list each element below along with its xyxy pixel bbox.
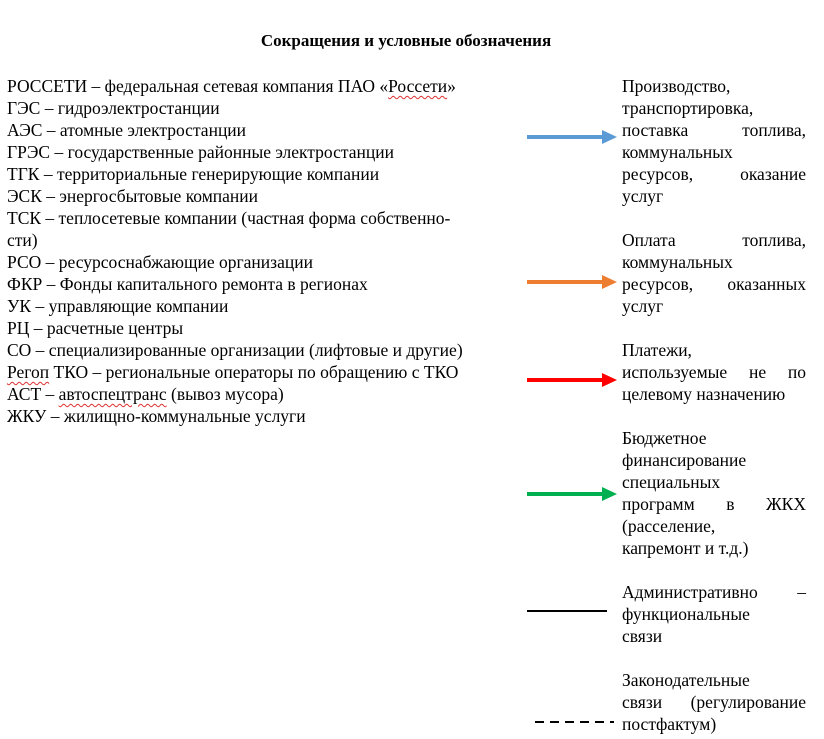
legend-label-line: Законодательные [622, 670, 750, 690]
abbreviation-item [7, 361, 463, 383]
abbreviation-item [7, 163, 463, 185]
legend-label-line: Платежи, [622, 340, 692, 360]
abbreviation-text: ЖКУ – жилищно-коммунальные услуги [7, 406, 306, 426]
abbreviation-item [7, 251, 463, 273]
legend-label-line: капремонт и т.д.) [622, 538, 749, 558]
spellcheck-word: Регоп [7, 362, 50, 382]
spellcheck-word: Россети [388, 76, 448, 96]
abbreviation-item [7, 339, 463, 361]
abbreviation-text: (вывоз мусора) [166, 384, 284, 404]
abbreviation-item [7, 207, 463, 229]
supply-arrow-icon [524, 127, 624, 147]
abbreviation-item [7, 273, 463, 295]
legend-label-line: Производство, [622, 76, 731, 96]
admin-line [524, 601, 624, 621]
legend-label-line: услуг [622, 296, 664, 316]
legend-label-line: (расселение, [622, 516, 716, 536]
legend-label [622, 229, 806, 317]
abbreviation-text: СО – специализированные организации (лифтовые и другие) [7, 340, 463, 360]
legend-label-line: поставка топлива, [622, 120, 806, 140]
legend-label [622, 427, 806, 559]
abbreviation-text: ГРЭС – государственные районные электростанции [7, 142, 394, 162]
abbreviation-item [7, 141, 463, 163]
abbreviation-item [7, 383, 463, 405]
legend-label-line: Бюджетное [622, 428, 707, 448]
legend-label-line: специальных [622, 472, 721, 492]
abbreviation-text: АЭС – атомные электростанции [7, 120, 247, 140]
abbreviation-text: ТКО – региональные операторы по обращению с ТКО [49, 362, 459, 382]
legend-label-line: Оплата топлива, [622, 230, 806, 250]
abbreviation-item [7, 405, 463, 427]
legislative-line [524, 712, 624, 732]
legend-label-line: Административно – [622, 582, 806, 602]
abbreviation-text: РЦ – расчетные центры [7, 318, 184, 338]
budget-arrow-icon [524, 484, 624, 504]
abbreviation-text: УК – управляющие компании [7, 296, 229, 316]
legend-label-line: связи [622, 626, 663, 646]
page-title: Сокращения и условные обозначения [260, 31, 552, 50]
legend-label-line: ресурсов, оказанных [622, 274, 806, 294]
misuse-arrow-icon [524, 370, 624, 390]
legend-label-line: коммунальных [622, 252, 733, 272]
abbreviation-item [7, 229, 463, 251]
abbreviation-item [7, 119, 463, 141]
abbreviation-text: ТСК – теплосетевые компании (частная форма собственно- [7, 208, 451, 228]
legend-label-line: функциональные [622, 604, 750, 624]
abbreviation-text: ФКР – Фонды капитального ремонта в регионах [7, 274, 368, 294]
legend-label [622, 669, 806, 735]
legend-label [622, 75, 806, 207]
abbreviation-item [7, 185, 463, 207]
abbreviation-text: АСТ – [7, 384, 59, 404]
abbreviation-text: РСО – ресурсоснабжающие организации [7, 252, 313, 272]
abbreviation-item [7, 97, 463, 119]
abbreviation-item [7, 75, 463, 97]
abbreviation-text: » [447, 76, 456, 96]
payment-arrow-icon [524, 272, 624, 292]
abbreviation-item [7, 295, 463, 317]
abbreviation-text: ЭСК – энергосбытовые компании [7, 186, 259, 206]
abbreviation-text: ГЭС – гидроэлектростанции [7, 98, 220, 118]
legend-label-line: финансирование [622, 450, 747, 470]
abbreviation-text: ТГК – территориальные генерирующие компании [7, 164, 380, 184]
legend-label [622, 581, 806, 647]
legend-label-line: услуг [622, 186, 664, 206]
legend-label-line: связи (регулирование [622, 692, 806, 712]
legend-label-line: транспортировка, [622, 98, 754, 118]
legend-label-line: используемые не по [622, 362, 806, 382]
legend-label-line: коммунальных [622, 142, 733, 162]
abbreviation-text: РОССЕТИ – федеральная сетевая компания ПАО « [7, 76, 389, 96]
abbreviation-item [7, 317, 463, 339]
legend-label-line: программ в ЖКХ [622, 494, 806, 514]
legend-label-line: ресурсов, оказание [622, 164, 806, 184]
legend-label-line: постфактум) [622, 714, 717, 734]
spellcheck-word: автоспецтранс [58, 384, 167, 404]
legend-label [622, 339, 806, 405]
legend-label-line: целевому назначению [622, 384, 786, 404]
abbreviation-list [7, 75, 463, 427]
abbreviation-text: сти) [7, 230, 38, 250]
